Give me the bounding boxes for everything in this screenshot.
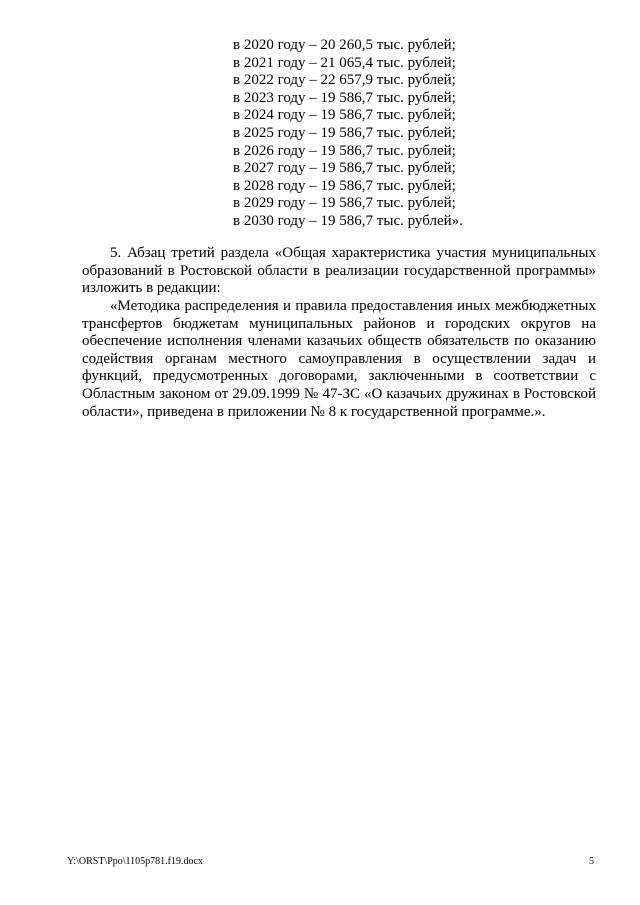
funding-year-line: в 2021 году – 21 065,4 тыс. рублей; — [233, 54, 456, 71]
funding-year-line: в 2023 году – 19 586,7 тыс. рублей; — [233, 89, 456, 106]
funding-year-line: в 2029 году – 19 586,7 тыс. рублей; — [233, 195, 456, 212]
funding-by-year-list — [233, 37, 463, 231]
funding-year-line: в 2022 году – 22 657,9 тыс. рублей; — [233, 72, 456, 89]
funding-year-line: в 2026 году – 19 586,7 тыс. рублей; — [233, 142, 456, 159]
funding-year-line: в 2024 году – 19 586,7 тыс. рублей; — [233, 107, 456, 124]
amendment-item-5: 5. Абзац третий раздела «Общая характеристика участия муниципальных образований в Ростовской области в реализации государственной программы» изложить в редакции: — [82, 245, 596, 297]
funding-year-line: в 2027 году – 19 586,7 тыс. рублей; — [233, 160, 456, 177]
quoted-amendment-paragraph: «Методика распределения и правила предоставления иных межбюджетных трансфертов бюджетам муниципальных районов и городских округов на обеспечение исполнения членами казачьих обществ обязательств по оказанию содействия органам местного самоуправления в осуществлении задач и функций, предусмотренных договорами, заключенными в соответствии с Областным законом от 29.09.1999 № 47-ЗС «О казачьих дружинах в Ростовской области», приведена в приложении № 8 к государственной программе.». — [82, 298, 596, 420]
funding-year-line: в 2025 году – 19 586,7 тыс. рублей; — [233, 124, 456, 141]
funding-year-line: в 2020 году – 20 260,5 тыс. рублей; — [233, 37, 456, 53]
footer-page-number: 5 — [589, 856, 594, 867]
funding-year-line: в 2028 году – 19 586,7 тыс. рублей; — [233, 177, 456, 194]
footer-file-path: Y:\ORST\Ppo\1105p781.f19.docx — [67, 856, 203, 867]
funding-year-line: в 2030 году – 19 586,7 тыс. рублей». — [233, 212, 463, 229]
